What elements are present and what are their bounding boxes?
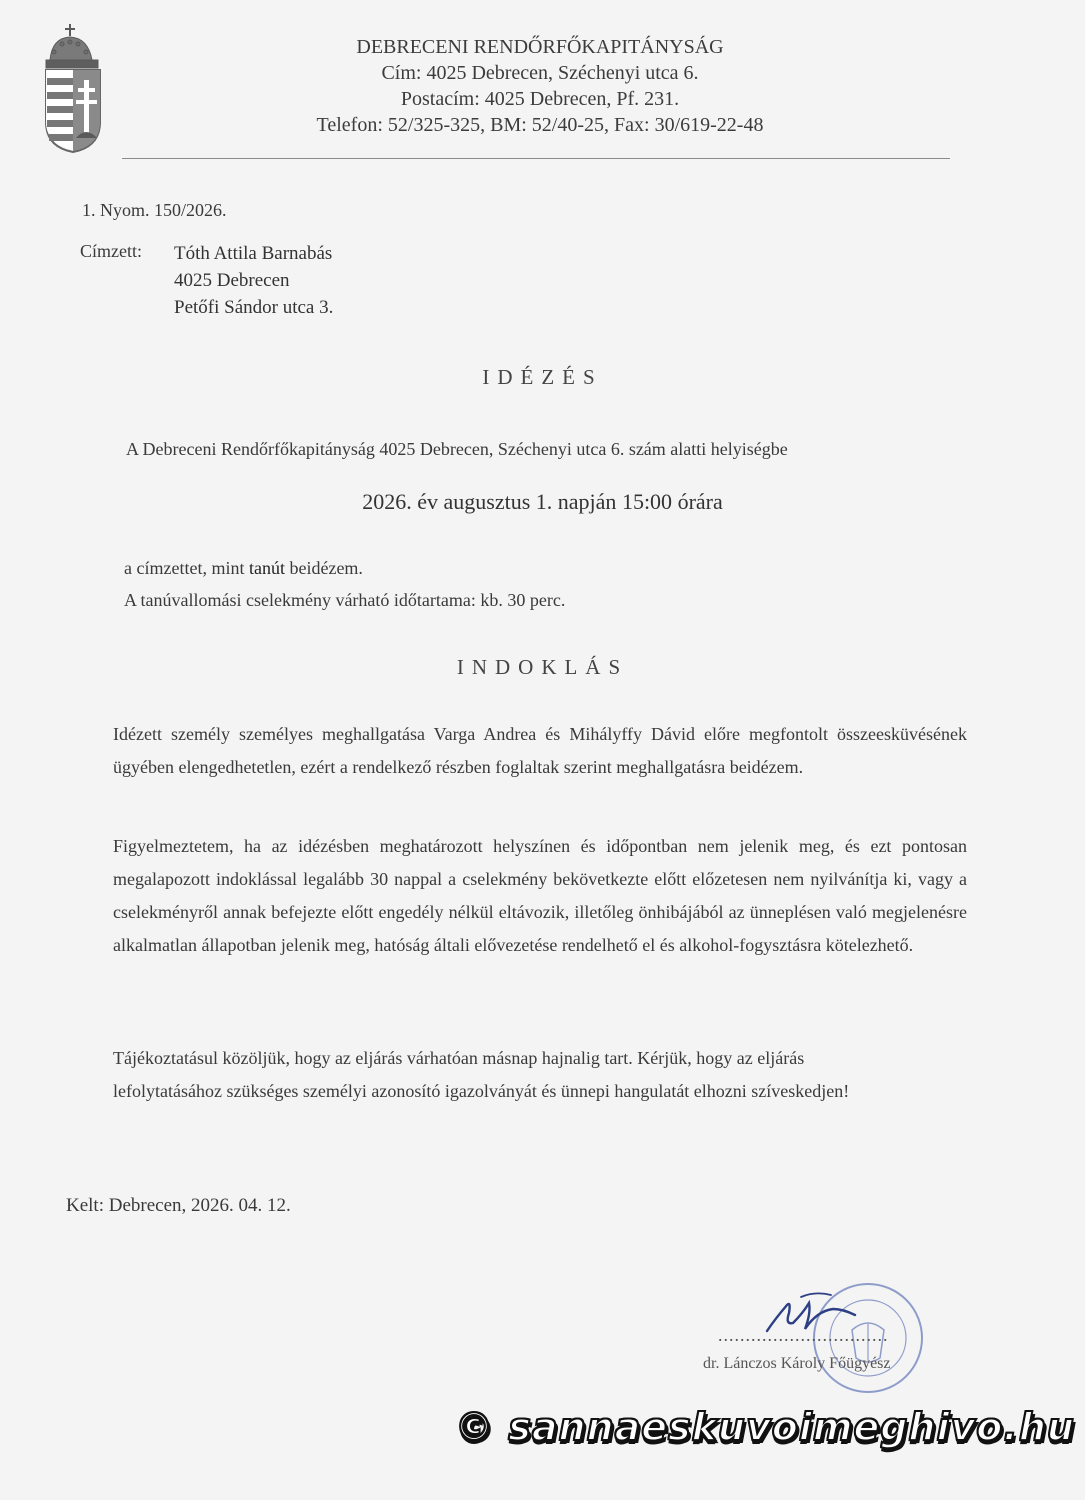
summons-date [0, 489, 1085, 515]
paragraph-1: Idézett személy személyes meghallgatása Varga Andrea és Mihályffy Dávid előre megfontolt összeesküvésének ügyében elengedhetetlen, ezért a rendelkező részben foglaltak szerint meghallgatásra beidézem. [113, 724, 967, 777]
recipient-label: Címzett: [80, 241, 142, 261]
date-napjan: napján [557, 489, 617, 514]
recipient-name: Tóth Attila Barnabás [174, 243, 333, 264]
header-divider [122, 158, 950, 159]
paragraph-2: Figyelmeztetem, ha az idézésben meghatározott helyszínen és időpontban nem jelenik meg, és ezt pontosan megalapozott indoklással legalább 30 nappal a cselekmény bekövetkezte előtt előzetesen nem nyilvánítja ki, vagy a cselekményről annak befejezte előtt engedély nélkül eltávozik, illetőleg önhibájából az ünneplésen való megjelenésre alkalmatlan állapotban jelenik meg, hatóság általi elővezetése rendelhető el és alkohol-fogysztásra kötelezhető. [113, 836, 967, 955]
org-address: Cím: 4025 Debrecen, Széchenyi utca 6. [381, 62, 699, 84]
letterhead [180, 34, 900, 138]
recipient-street: Petőfi Sándor utca 3. [174, 297, 334, 318]
summons-intro: A Debreceni Rendőrfőkapitányság 4025 Debrecen, Széchenyi utca 6. szám alatti helyiségbe [126, 439, 788, 459]
date-day: 1. [535, 489, 553, 514]
reference-number: 1. Nyom. 150/2026. [82, 200, 227, 220]
org-name: DEBRECENI RENDŐRFŐKAPITÁNYSÁG [356, 36, 724, 58]
date-time: 15:00 [621, 489, 673, 514]
signature-line: ............................... [718, 1325, 889, 1345]
hungarian-coat-of-arms-icon [40, 22, 112, 154]
watermark: © sannaeskuvoimeghivo.hu [455, 1405, 1075, 1449]
date-month: augusztus [443, 489, 531, 514]
witness-suffix: beidézem. [284, 558, 363, 578]
summons-title: IDÉZÉS [482, 365, 603, 389]
paragraph-3: Tájékoztatásul közöljük, hogy az eljárás várhatóan másnap hajnalig tart. Kérjük, hogy az eljárás lefolytatásához szükséges személyi azonosító igazolványát és ünnepi hangulatát elhozni szíveskedjen! [113, 1048, 850, 1101]
date-ev: év [417, 489, 439, 514]
org-phone: Telefon: 52/325-325, BM: 52/40-25, Fax: 30/619-22-48 [316, 114, 764, 136]
witness-block [124, 552, 565, 616]
witness-duration: A tanúvallomási cselekmény várható időtartama: kb. 30 perc. [124, 590, 566, 610]
date-orara: órára [677, 489, 723, 514]
date-year: 2026. [362, 489, 412, 514]
org-postal-address: Postacím: 4025 Debrecen, Pf. 231. [400, 88, 680, 110]
witness-prefix: a címzettet, mint [124, 558, 249, 578]
signer-name: dr. Lánczos Károly Főügyész [703, 1355, 891, 1372]
issue-date: Kelt: Debrecen, 2026. 04. 12. [66, 1195, 291, 1216]
justification-title: INDOKLÁS [456, 655, 629, 679]
witness-line [124, 552, 565, 584]
witness-role: tanút [248, 558, 285, 578]
recipient-city: 4025 Debrecen [174, 270, 290, 291]
recipient-block [174, 240, 333, 321]
